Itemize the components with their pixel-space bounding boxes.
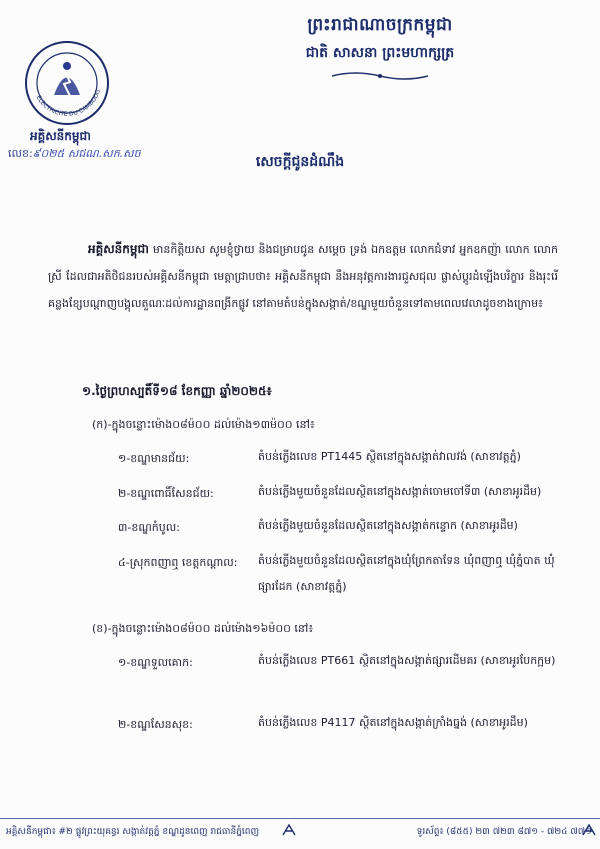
area-label: ៤-ស្រុកពញាឮ ខេត្តកណ្តាល: (118, 556, 238, 569)
intro-paragraph (48, 236, 558, 317)
area-detail: តំបន់ភ្លើងលេខ PT1445 ស្ថិតនៅក្នុងសង្កាត់វាលវង់ (សាខាវត្តភ្នំ) (258, 450, 521, 463)
organization-name: អគ្គិសនីកម្ពុជា (30, 129, 91, 143)
area-detail: តំបន់ភ្លើងមួយចំនួនដែលស្ថិតនៅក្នុងឃុំព្រែកតាទែន ឃុំពញាឮ ឃុំភ្នំបាត ឃុំផ្សារដែក (សាខាវត្តភ្នំ) (258, 554, 555, 593)
footer-divider (0, 818, 600, 819)
area-detail: តំបន់ភ្លើងលេខ PT661 ស្ថិតនៅក្នុងសង្កាត់ផ្សារដើមគរ (សាខាអូរបែកក្អម) (258, 654, 556, 667)
national-motto: ជាតិ សាសនា ព្រះមហាក្សត្រ (305, 45, 455, 61)
area-label: ១-ខណ្ឌទួលគោក: (118, 656, 193, 669)
seal-ring-text: ELECTRICITE DU CAMBODG (34, 88, 102, 118)
ornament-divider-icon (330, 70, 430, 82)
footer-phone: ទូរស័ព្ទ៖ (៨៥៥) ២៣ ៧២៣ ៨៧១ - ៧២៤ ៧៧១ (416, 827, 592, 837)
area-detail: តំបន់ភ្លើងមួយចំនួនដែលស្ថិតនៅក្នុងសង្កាត់ចោមចៅទី៣ (សាខាអូរដឹម) (258, 485, 542, 498)
kingdom-header (200, 14, 560, 64)
kingdom-title: ព្រះរាជាណាចក្រកម្ពុជា (307, 15, 453, 35)
flourish-icon (582, 823, 596, 837)
svg-text:ELECTRICITE DU CAMBODGE (24, 40, 102, 118)
period-b-label: (ខ)-ក្នុងចន្លោះម៉ោង០៨ម៉០០ ដល់ម៉ោង១៦ម៉០០ នៅ៖ (92, 622, 314, 635)
period-a-label: (ក)-ក្នុងចន្លោះម៉ោង០៨ម៉០០ ដល់ម៉ោង១៣ម៉០០ នៅ៖ (92, 418, 315, 431)
area-label: ២-ខណ្ឌពោធិ៍សែនជ័យ: (118, 487, 214, 500)
area-detail: តំបន់ភ្លើងលេខ P4117 ស្ថិតនៅក្នុងសង្កាត់ក្រាំងធ្នង់ (សាខាអូរដឹម) (258, 716, 528, 729)
flourish-icon (282, 823, 296, 837)
edc-seal-icon (24, 40, 110, 126)
area-label: ៣-ខណ្ឌកំបូល: (118, 521, 180, 534)
area-detail: តំបន់ភ្លើងមួយចំនួនដែលស្ថិតនៅក្នុងសង្កាត់កន្ទោក (សាខាអូរដឹម) (258, 519, 518, 532)
schedule-day: ១.ថ្ងៃព្រហស្បតិ៍ទី១៨ ខែកញ្ញា ឆ្នាំ២០២៥៖ (82, 384, 272, 398)
footer-address: អគ្គិសនីកម្ពុជា៖ #២ ផ្លូវព្រះយុគន្ធរ សង្កាត់វត្តភ្នំ ខណ្ឌដូនពេញ រាជធានីភ្នំពេញ (6, 827, 260, 837)
area-label: ១-ខណ្ឌមានជ័យ: (118, 452, 190, 465)
area-label: ២-ខណ្ឌសែនសុខ: (118, 718, 193, 731)
reference-label: លេខ: (8, 147, 33, 160)
intro-text: មានកិត្តិយស សូមខ្ញុំថ្វាយ និងជម្រាបជូន សម្តេច ទ្រង់ ឯកឧត្តម លោកជំទាវ អ្នកឧកញ៉ា លោក លោកស្រី ដែលជាអតិថិជនរបស់អគ្គិសនីកម្ពុជា មេត្តាជ្រាបថា៖ អគ្គិសនីកម្ពុជា នឹងអនុវត្តការងារជួសជុល ផ្លាស់ប្តូរដំឡើងបរិក្ខារ និងរុះរើគន្លងខ្សែបណ្តាញបង្គុលតួណៈដល់ការដ្ឋានពង្រីកផ្លូវ នៅតាមតំបន់ក្នុងសង្កាត់/ខណ្ឌមួយចំនួនទៅតាមពេលវេលាដូចខាងក្រោម៖ (48, 243, 559, 310)
intro-lead: អគ្គិសនីកម្ពុជា (88, 242, 149, 256)
notice-title: សេចក្តីជូនដំណឹង (255, 154, 345, 170)
reference-value: ៩០២៥ សជណ.សក.សច (32, 147, 141, 160)
